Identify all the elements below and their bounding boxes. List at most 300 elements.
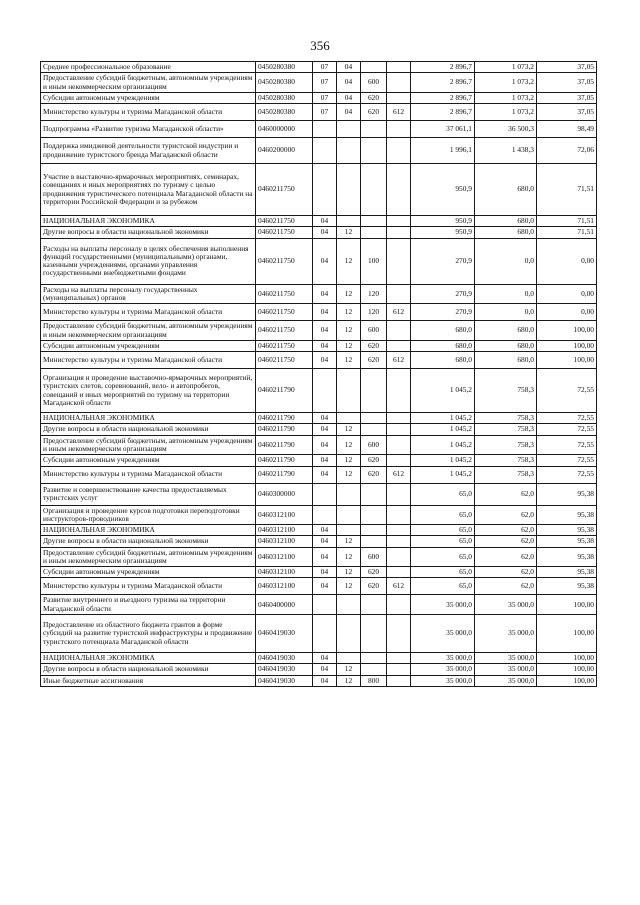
subsection-cell: 12 xyxy=(337,675,361,686)
actual-amount-cell: 1 073,2 xyxy=(475,92,537,103)
planned-amount-cell: 2 896,7 xyxy=(411,104,475,121)
table-row xyxy=(41,424,597,435)
section-cell: 04 xyxy=(313,567,337,578)
section-cell: 04 xyxy=(313,413,337,424)
execution-percent-cell: 100,00 xyxy=(537,352,597,369)
administrator-code-cell xyxy=(387,547,411,567)
actual-amount-cell: 758,3 xyxy=(475,435,537,455)
expense-name-cell: Другие вопросы в области национальной экономики xyxy=(41,424,256,435)
planned-amount-cell: 35 000,0 xyxy=(411,595,475,615)
administrator-code-cell xyxy=(387,435,411,455)
target-code-cell: 0460211790 xyxy=(256,369,313,413)
section-cell: 04 xyxy=(313,284,337,304)
expense-name-cell: Министерство культуры и туризма Магаданской области xyxy=(41,578,256,595)
administrator-code-cell xyxy=(387,321,411,341)
planned-amount-cell: 2 896,7 xyxy=(411,92,475,103)
planned-amount-cell: 65,0 xyxy=(411,567,475,578)
expense-name-cell: Предоставление субсидий бюджетным, автономным учреждениям и иным некоммерческим организациям xyxy=(41,321,256,341)
execution-percent-cell: 71,51 xyxy=(537,216,597,227)
subsection-cell: 12 xyxy=(337,238,361,284)
administrator-code-cell xyxy=(387,164,411,216)
section-cell: 04 xyxy=(313,578,337,595)
actual-amount-cell: 1 073,2 xyxy=(475,104,537,121)
planned-amount-cell: 2 896,7 xyxy=(411,73,475,93)
target-code-cell: 0460211750 xyxy=(256,340,313,351)
expense-name-cell: НАЦИОНАЛЬНАЯ ЭКОНОМИКА xyxy=(41,216,256,227)
target-code-cell: 0460211790 xyxy=(256,435,313,455)
expense-type-cell: 600 xyxy=(361,73,387,93)
table-row xyxy=(41,238,597,284)
actual-amount-cell: 758,3 xyxy=(475,455,537,466)
planned-amount-cell: 1 996,1 xyxy=(411,138,475,164)
expense-name-cell: Иные бюджетные ассигнования xyxy=(41,675,256,686)
actual-amount-cell: 35 000,0 xyxy=(475,653,537,664)
table-row xyxy=(41,547,597,567)
administrator-code-cell xyxy=(387,340,411,351)
table-row xyxy=(41,73,597,93)
actual-amount-cell: 758,3 xyxy=(475,413,537,424)
planned-amount-cell: 270,9 xyxy=(411,284,475,304)
administrator-code-cell: 612 xyxy=(387,304,411,321)
actual-amount-cell: 36 500,3 xyxy=(475,121,537,138)
subsection-cell xyxy=(337,483,361,505)
section-cell: 07 xyxy=(313,104,337,121)
subsection-cell: 12 xyxy=(337,352,361,369)
administrator-code-cell: 612 xyxy=(387,578,411,595)
section-cell: 04 xyxy=(313,424,337,435)
administrator-code-cell xyxy=(387,595,411,615)
execution-percent-cell: 72,55 xyxy=(537,413,597,424)
section-cell xyxy=(313,138,337,164)
execution-percent-cell: 100,00 xyxy=(537,675,597,686)
subsection-cell xyxy=(337,121,361,138)
target-code-cell: 0460211790 xyxy=(256,455,313,466)
subsection-cell xyxy=(337,216,361,227)
planned-amount-cell: 950,9 xyxy=(411,164,475,216)
table-row xyxy=(41,62,597,73)
section-cell xyxy=(313,483,337,505)
actual-amount-cell: 680,0 xyxy=(475,321,537,341)
expense-name-cell: Организация и проведение курсов подготовки переподготовки инструкторов-проводников xyxy=(41,505,256,525)
table-row xyxy=(41,595,597,615)
planned-amount-cell: 35 000,0 xyxy=(411,653,475,664)
budget-table-body xyxy=(41,62,597,687)
subsection-cell: 12 xyxy=(337,578,361,595)
planned-amount-cell: 1 045,2 xyxy=(411,424,475,435)
execution-percent-cell: 95,38 xyxy=(537,483,597,505)
planned-amount-cell: 65,0 xyxy=(411,547,475,567)
subsection-cell xyxy=(337,369,361,413)
expense-type-cell: 620 xyxy=(361,352,387,369)
expense-name-cell: Предоставление из областного бюджета грантов в форме субсидий на развитие туристской инфраструктуры и продвижение туристского потенциала Магаданской области xyxy=(41,615,256,653)
target-code-cell: 0460400000 xyxy=(256,595,313,615)
actual-amount-cell: 680,0 xyxy=(475,164,537,216)
execution-percent-cell: 100,00 xyxy=(537,653,597,664)
execution-percent-cell: 0,00 xyxy=(537,304,597,321)
table-row xyxy=(41,455,597,466)
expense-type-cell: 120 xyxy=(361,304,387,321)
actual-amount-cell: 0,0 xyxy=(475,284,537,304)
section-cell: 04 xyxy=(313,227,337,238)
table-row xyxy=(41,413,597,424)
planned-amount-cell: 65,0 xyxy=(411,505,475,525)
planned-amount-cell: 950,9 xyxy=(411,216,475,227)
subsection-cell xyxy=(337,595,361,615)
execution-percent-cell: 100,00 xyxy=(537,595,597,615)
table-row xyxy=(41,352,597,369)
target-code-cell: 0460312100 xyxy=(256,536,313,547)
subsection-cell xyxy=(337,413,361,424)
execution-percent-cell: 71,51 xyxy=(537,164,597,216)
target-code-cell: 0460211750 xyxy=(256,216,313,227)
target-code-cell: 0460312100 xyxy=(256,505,313,525)
table-row xyxy=(41,483,597,505)
section-cell xyxy=(313,369,337,413)
section-cell xyxy=(313,164,337,216)
actual-amount-cell: 62,0 xyxy=(475,505,537,525)
section-cell: 04 xyxy=(313,525,337,536)
expense-name-cell: Другие вопросы в области национальной экономики xyxy=(41,536,256,547)
expense-type-cell: 620 xyxy=(361,92,387,103)
section-cell: 04 xyxy=(313,664,337,675)
administrator-code-cell: 612 xyxy=(387,466,411,483)
target-code-cell: 0450280380 xyxy=(256,62,313,73)
execution-percent-cell: 95,38 xyxy=(537,578,597,595)
section-cell: 04 xyxy=(313,466,337,483)
planned-amount-cell: 65,0 xyxy=(411,536,475,547)
execution-percent-cell: 72,55 xyxy=(537,369,597,413)
execution-percent-cell: 100,00 xyxy=(537,340,597,351)
target-code-cell: 0450280380 xyxy=(256,73,313,93)
expense-name-cell: Другие вопросы в области национальной экономики xyxy=(41,664,256,675)
administrator-code-cell xyxy=(387,216,411,227)
expense-name-cell: Среднее профессиональное образование xyxy=(41,62,256,73)
administrator-code-cell xyxy=(387,284,411,304)
expense-type-cell xyxy=(361,138,387,164)
subsection-cell: 04 xyxy=(337,73,361,93)
table-row xyxy=(41,227,597,238)
subsection-cell xyxy=(337,138,361,164)
expense-name-cell: НАЦИОНАЛЬНАЯ ЭКОНОМИКА xyxy=(41,413,256,424)
subsection-cell xyxy=(337,615,361,653)
expense-name-cell: Субсидии автономным учреждениям xyxy=(41,340,256,351)
subsection-cell: 12 xyxy=(337,227,361,238)
actual-amount-cell: 62,0 xyxy=(475,578,537,595)
target-code-cell: 0460211750 xyxy=(256,227,313,238)
expense-type-cell xyxy=(361,664,387,675)
subsection-cell xyxy=(337,505,361,525)
execution-percent-cell: 95,38 xyxy=(537,547,597,567)
expense-name-cell: Расходы на выплаты персоналу государственных (муниципальных) органов xyxy=(41,284,256,304)
target-code-cell: 0460312100 xyxy=(256,567,313,578)
execution-percent-cell: 100,00 xyxy=(537,664,597,675)
target-code-cell: 0460300000 xyxy=(256,483,313,505)
administrator-code-cell xyxy=(387,227,411,238)
table-row xyxy=(41,321,597,341)
execution-percent-cell: 72,55 xyxy=(537,435,597,455)
administrator-code-cell xyxy=(387,238,411,284)
budget-table xyxy=(40,61,597,687)
section-cell: 04 xyxy=(313,321,337,341)
actual-amount-cell: 35 000,0 xyxy=(475,664,537,675)
target-code-cell: 0460211750 xyxy=(256,321,313,341)
expense-type-cell: 620 xyxy=(361,567,387,578)
execution-percent-cell: 95,38 xyxy=(537,536,597,547)
actual-amount-cell: 35 000,0 xyxy=(475,595,537,615)
expense-type-cell xyxy=(361,369,387,413)
execution-percent-cell: 37,05 xyxy=(537,92,597,103)
section-cell: 04 xyxy=(313,435,337,455)
expense-type-cell xyxy=(361,216,387,227)
subsection-cell xyxy=(337,525,361,536)
expense-name-cell: Министерство культуры и туризма Магаданской области xyxy=(41,466,256,483)
subsection-cell: 12 xyxy=(337,435,361,455)
subsection-cell: 12 xyxy=(337,424,361,435)
subsection-cell: 04 xyxy=(337,62,361,73)
execution-percent-cell: 72,06 xyxy=(537,138,597,164)
expense-type-cell: 800 xyxy=(361,675,387,686)
subsection-cell: 12 xyxy=(337,304,361,321)
actual-amount-cell: 758,3 xyxy=(475,369,537,413)
administrator-code-cell xyxy=(387,675,411,686)
planned-amount-cell: 680,0 xyxy=(411,352,475,369)
section-cell: 04 xyxy=(313,352,337,369)
target-code-cell: 0460211750 xyxy=(256,238,313,284)
planned-amount-cell: 1 045,2 xyxy=(411,435,475,455)
planned-amount-cell: 680,0 xyxy=(411,321,475,341)
administrator-code-cell xyxy=(387,73,411,93)
table-row xyxy=(41,505,597,525)
target-code-cell: 0450280380 xyxy=(256,104,313,121)
expense-name-cell: Другие вопросы в области национальной экономики xyxy=(41,227,256,238)
expense-type-cell xyxy=(361,653,387,664)
expense-name-cell: Субсидии автономным учреждениям xyxy=(41,567,256,578)
planned-amount-cell: 1 045,2 xyxy=(411,455,475,466)
target-code-cell: 0460419030 xyxy=(256,675,313,686)
expense-name-cell: НАЦИОНАЛЬНАЯ ЭКОНОМИКА xyxy=(41,653,256,664)
subsection-cell: 04 xyxy=(337,104,361,121)
table-row xyxy=(41,216,597,227)
planned-amount-cell: 65,0 xyxy=(411,525,475,536)
administrator-code-cell xyxy=(387,664,411,675)
subsection-cell xyxy=(337,653,361,664)
actual-amount-cell: 1 073,2 xyxy=(475,62,537,73)
table-row xyxy=(41,164,597,216)
planned-amount-cell: 37 061,1 xyxy=(411,121,475,138)
expense-type-cell: 620 xyxy=(361,340,387,351)
expense-type-cell: 620 xyxy=(361,466,387,483)
target-code-cell: 0460312100 xyxy=(256,578,313,595)
target-code-cell: 0450280380 xyxy=(256,92,313,103)
execution-percent-cell: 98,49 xyxy=(537,121,597,138)
administrator-code-cell xyxy=(387,424,411,435)
target-code-cell: 0460419030 xyxy=(256,615,313,653)
table-row xyxy=(41,675,597,686)
section-cell: 04 xyxy=(313,653,337,664)
expense-type-cell xyxy=(361,595,387,615)
expense-type-cell: 620 xyxy=(361,104,387,121)
actual-amount-cell: 62,0 xyxy=(475,525,537,536)
expense-name-cell: Расходы на выплаты персоналу в целях обеспечения выполнения функций государственными (муниципальными) органами, казенными учреждениями, органами управления государственными внебюджетными фондами xyxy=(41,238,256,284)
target-code-cell: 0460211790 xyxy=(256,424,313,435)
table-row xyxy=(41,567,597,578)
administrator-code-cell xyxy=(387,615,411,653)
actual-amount-cell: 680,0 xyxy=(475,216,537,227)
expense-type-cell xyxy=(361,615,387,653)
subsection-cell: 12 xyxy=(337,455,361,466)
expense-type-cell: 600 xyxy=(361,435,387,455)
execution-percent-cell: 0,00 xyxy=(537,238,597,284)
execution-percent-cell: 100,00 xyxy=(537,615,597,653)
administrator-code-cell xyxy=(387,62,411,73)
expense-type-cell xyxy=(361,121,387,138)
section-cell: 04 xyxy=(313,216,337,227)
planned-amount-cell: 1 045,2 xyxy=(411,466,475,483)
expense-type-cell: 620 xyxy=(361,578,387,595)
actual-amount-cell: 35 000,0 xyxy=(475,615,537,653)
expense-name-cell: Участие в выставочно-ярмарочных мероприятиях, семинарах, совещаниях и иных мероприятиях по туризму с целью продвижения туристического потенциала Магаданской области на территории Российской Федерации и за рубежом xyxy=(41,164,256,216)
page-number: 356 xyxy=(310,38,330,53)
actual-amount-cell: 62,0 xyxy=(475,547,537,567)
section-cell: 04 xyxy=(313,238,337,284)
subsection-cell: 12 xyxy=(337,340,361,351)
expense-name-cell: Развитие и совершенствование качества предоставляемых туристских услуг xyxy=(41,483,256,505)
planned-amount-cell: 270,9 xyxy=(411,304,475,321)
table-row xyxy=(41,138,597,164)
table-row xyxy=(41,92,597,103)
administrator-code-cell xyxy=(387,567,411,578)
section-cell: 04 xyxy=(313,455,337,466)
actual-amount-cell: 1 438,3 xyxy=(475,138,537,164)
actual-amount-cell: 680,0 xyxy=(475,340,537,351)
section-cell: 07 xyxy=(313,92,337,103)
table-row xyxy=(41,284,597,304)
execution-percent-cell: 100,00 xyxy=(537,321,597,341)
execution-percent-cell: 72,55 xyxy=(537,466,597,483)
target-code-cell: 0460211750 xyxy=(256,284,313,304)
subsection-cell: 12 xyxy=(337,284,361,304)
section-cell: 07 xyxy=(313,62,337,73)
table-row xyxy=(41,466,597,483)
expense-name-cell: НАЦИОНАЛЬНАЯ ЭКОНОМИКА xyxy=(41,525,256,536)
expense-name-cell: Предоставление субсидий бюджетным, автономным учреждениям и иным некоммерческим организациям xyxy=(41,435,256,455)
expense-type-cell xyxy=(361,536,387,547)
planned-amount-cell: 1 045,2 xyxy=(411,369,475,413)
administrator-code-cell xyxy=(387,138,411,164)
planned-amount-cell: 65,0 xyxy=(411,483,475,505)
table-row xyxy=(41,525,597,536)
expense-name-cell: Организация и проведение выставочно-ярмарочных мероприятий, туристских слетов, соревнований, вело- и автопробегов, совещаний и иных мероприятий по туризму на территории Магаданской области xyxy=(41,369,256,413)
table-row xyxy=(41,304,597,321)
expense-type-cell: 120 xyxy=(361,284,387,304)
expense-name-cell: Предоставление субсидий бюджетным, автономным учреждениям и иным некоммерческим организациям xyxy=(41,547,256,567)
subsection-cell: 12 xyxy=(337,321,361,341)
planned-amount-cell: 35 000,0 xyxy=(411,615,475,653)
actual-amount-cell: 680,0 xyxy=(475,352,537,369)
actual-amount-cell: 680,0 xyxy=(475,227,537,238)
subsection-cell: 04 xyxy=(337,92,361,103)
planned-amount-cell: 680,0 xyxy=(411,340,475,351)
table-row xyxy=(41,340,597,351)
actual-amount-cell: 62,0 xyxy=(475,567,537,578)
expense-name-cell: Подпрограмма «Развитие туризма Магаданской области» xyxy=(41,121,256,138)
section-cell xyxy=(313,595,337,615)
expense-type-cell xyxy=(361,227,387,238)
expense-type-cell: 100 xyxy=(361,238,387,284)
target-code-cell: 0460419030 xyxy=(256,664,313,675)
expense-type-cell: 600 xyxy=(361,547,387,567)
administrator-code-cell xyxy=(387,369,411,413)
execution-percent-cell: 37,05 xyxy=(537,62,597,73)
target-code-cell: 0460419030 xyxy=(256,653,313,664)
expense-type-cell xyxy=(361,62,387,73)
target-code-cell: 0460211750 xyxy=(256,164,313,216)
expense-type-cell xyxy=(361,413,387,424)
target-code-cell: 0460211750 xyxy=(256,304,313,321)
planned-amount-cell: 65,0 xyxy=(411,578,475,595)
section-cell: 04 xyxy=(313,547,337,567)
administrator-code-cell xyxy=(387,413,411,424)
section-cell xyxy=(313,615,337,653)
execution-percent-cell: 95,38 xyxy=(537,567,597,578)
expense-name-cell: Развитие внутреннего и въездного туризма на территории Магаданской области xyxy=(41,595,256,615)
planned-amount-cell: 2 896,7 xyxy=(411,62,475,73)
subsection-cell: 12 xyxy=(337,536,361,547)
execution-percent-cell: 71,51 xyxy=(537,227,597,238)
table-row xyxy=(41,664,597,675)
table-row xyxy=(41,578,597,595)
execution-percent-cell: 95,38 xyxy=(537,505,597,525)
table-row xyxy=(41,435,597,455)
target-code-cell: 0460000000 xyxy=(256,121,313,138)
administrator-code-cell xyxy=(387,536,411,547)
execution-percent-cell: 72,55 xyxy=(537,424,597,435)
subsection-cell: 12 xyxy=(337,547,361,567)
table-row xyxy=(41,104,597,121)
expense-type-cell xyxy=(361,164,387,216)
administrator-code-cell xyxy=(387,483,411,505)
table-row xyxy=(41,615,597,653)
expense-type-cell xyxy=(361,483,387,505)
administrator-code-cell xyxy=(387,455,411,466)
expense-type-cell: 620 xyxy=(361,455,387,466)
target-code-cell: 0460312100 xyxy=(256,525,313,536)
section-cell: 04 xyxy=(313,536,337,547)
administrator-code-cell: 612 xyxy=(387,104,411,121)
actual-amount-cell: 0,0 xyxy=(475,238,537,284)
expense-type-cell xyxy=(361,424,387,435)
section-cell: 04 xyxy=(313,675,337,686)
section-cell: 04 xyxy=(313,340,337,351)
actual-amount-cell: 758,3 xyxy=(475,424,537,435)
expense-name-cell: Министерство культуры и туризма Магаданской области xyxy=(41,352,256,369)
expense-name-cell: Министерство культуры и туризма Магаданской области xyxy=(41,304,256,321)
target-code-cell: 0460211750 xyxy=(256,352,313,369)
table-row xyxy=(41,121,597,138)
expense-type-cell xyxy=(361,525,387,536)
actual-amount-cell: 62,0 xyxy=(475,536,537,547)
administrator-code-cell xyxy=(387,505,411,525)
administrator-code-cell xyxy=(387,653,411,664)
planned-amount-cell: 1 045,2 xyxy=(411,413,475,424)
execution-percent-cell: 37,05 xyxy=(537,104,597,121)
section-cell: 04 xyxy=(313,304,337,321)
target-code-cell: 0460312100 xyxy=(256,547,313,567)
administrator-code-cell: 612 xyxy=(387,352,411,369)
expense-name-cell: Субсидии автономным учреждениям xyxy=(41,92,256,103)
target-code-cell: 0460211790 xyxy=(256,466,313,483)
expense-name-cell: Поддержка имиджевой деятельности туристской индустрии и продвижение туристского бренда Магаданской области xyxy=(41,138,256,164)
